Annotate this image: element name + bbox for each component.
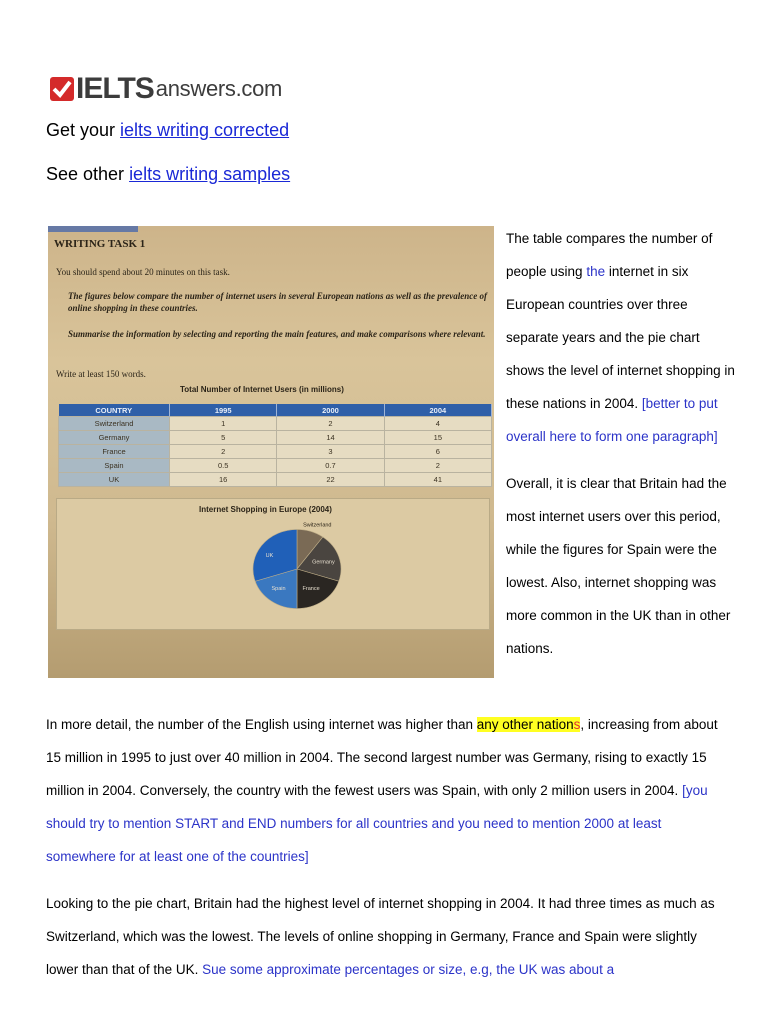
highlighted-text: any other nation — [476, 717, 574, 732]
detail-text-a: In more detail, the number of the English using internet was higher than — [46, 717, 477, 732]
table-cell: 4 — [384, 417, 491, 431]
photo-edge — [48, 226, 138, 232]
intro-paragraph — [506, 222, 736, 453]
table-cell: Switzerland — [59, 417, 170, 431]
task-photo — [48, 226, 494, 678]
task-title: WRITING TASK 1 — [54, 238, 146, 250]
table-cell: 3 — [277, 445, 384, 459]
table-cell: 14 — [277, 431, 384, 445]
task-word-note: Write at least 150 words. — [56, 369, 146, 379]
table-row — [59, 473, 492, 487]
pie-label-switzerland: Switzerland — [303, 522, 332, 529]
intro-correction: the — [586, 264, 606, 279]
table-header: COUNTRY — [59, 404, 170, 417]
essay-right-column — [506, 222, 736, 665]
task-prompt: The figures below compare the number of internet users in several European nations as well as the prevalence of online shopping in these countries. — [68, 291, 488, 313]
writing-corrected-link[interactable]: ielts writing corrected — [120, 120, 290, 140]
table-cell: France — [59, 445, 170, 459]
table-cell: UK — [59, 473, 170, 487]
line1-prefix: Get your — [46, 120, 121, 140]
pie-text: Looking to the pie chart, Britain had the highest level of internet shopping in 2004. It had three times as much as Switzerland, which was the lowest. The levels of online shopping in Germany, France and Spain were slightly lower than that of the UK. — [46, 896, 715, 977]
table-cell: Germany — [59, 431, 170, 445]
table-cell: 15 — [384, 431, 491, 445]
intro-feedback: [better to put overall here to form one paragraph] — [506, 396, 718, 444]
detail-text-b: , increasing from about 15 million in 1995 to just over 40 million in 2004. The second largest number was Germany, rising to exactly 15 million in 2004. Conversely, the country with the fewest users was Spain, with only 2 million users in 2004. — [46, 717, 718, 798]
pie-label-france: France — [302, 586, 320, 593]
table-cell: 22 — [277, 473, 384, 487]
table-cell: 2 — [277, 417, 384, 431]
internet-users-table — [58, 404, 492, 487]
site-logo[interactable] — [50, 72, 282, 106]
table-cell: 0.5 — [170, 459, 277, 473]
table-header: 2004 — [384, 404, 491, 417]
pie-label-germany: Germany — [312, 559, 335, 566]
checkmark-icon — [50, 77, 74, 101]
table-cell: 16 — [170, 473, 277, 487]
task-time-note: You should spend about 20 minutes on this task. — [56, 267, 230, 277]
table-header: 2000 — [277, 404, 384, 417]
see-samples-line — [46, 164, 290, 185]
pie-paragraph — [46, 887, 726, 986]
table-cell: Spain — [59, 459, 170, 473]
table-row — [59, 431, 492, 445]
highlighted-phrase — [477, 717, 581, 732]
overall-paragraph: Overall, it is clear that Britain had the most internet users over this period, while the figures for Spain were the lowest. Also, internet shopping was more common in the UK than in other nations. — [506, 476, 731, 656]
pie-label-spain: Spain — [271, 586, 286, 593]
table-row — [59, 417, 492, 431]
task-instruction: Summarise the information by selecting and reporting the main features, and make comparisons where relevant. — [68, 329, 486, 339]
writing-samples-link[interactable]: ielts writing samples — [129, 164, 291, 184]
table-cell: 41 — [384, 473, 491, 487]
table-header-row — [59, 404, 492, 417]
pie-chart-title: Internet Shopping in Europe (2004) — [199, 505, 332, 514]
pie-label-uk: UK — [265, 553, 274, 560]
logo-brand-bold: IELTS — [76, 72, 154, 105]
highlighted-error: s — [573, 717, 581, 732]
pie-chart-panel — [56, 498, 490, 630]
table-title: Total Number of Internet Users (in millions) — [180, 385, 344, 394]
get-corrected-line — [46, 120, 289, 141]
line2-prefix: See other — [46, 164, 130, 184]
table-cell: 5 — [170, 431, 277, 445]
table-cell: 6 — [384, 445, 491, 459]
detail-paragraph — [46, 708, 726, 873]
pie-chart — [57, 499, 489, 629]
logo-brand-rest: answers.com — [155, 76, 283, 101]
table-header: 1995 — [170, 404, 277, 417]
table-row — [59, 459, 492, 473]
pie-feedback: Sue some approximate percentages or size, e.g, the UK was about a — [202, 962, 615, 977]
table-row — [59, 445, 492, 459]
table-cell: 1 — [170, 417, 277, 431]
table-cell: 0.7 — [277, 459, 384, 473]
intro-text-b: internet in six European countries over three separate years and the pie chart shows the level of internet shopping in these nations in 2004. — [506, 264, 735, 411]
table-cell: 2 — [384, 459, 491, 473]
table-cell: 2 — [170, 445, 277, 459]
detail-feedback: [you should try to mention START and END numbers for all countries and you need to mention 2000 at least somewhere for at least one of the countries] — [46, 783, 708, 864]
intro-text-a: The table compares the number of people using — [506, 231, 713, 279]
